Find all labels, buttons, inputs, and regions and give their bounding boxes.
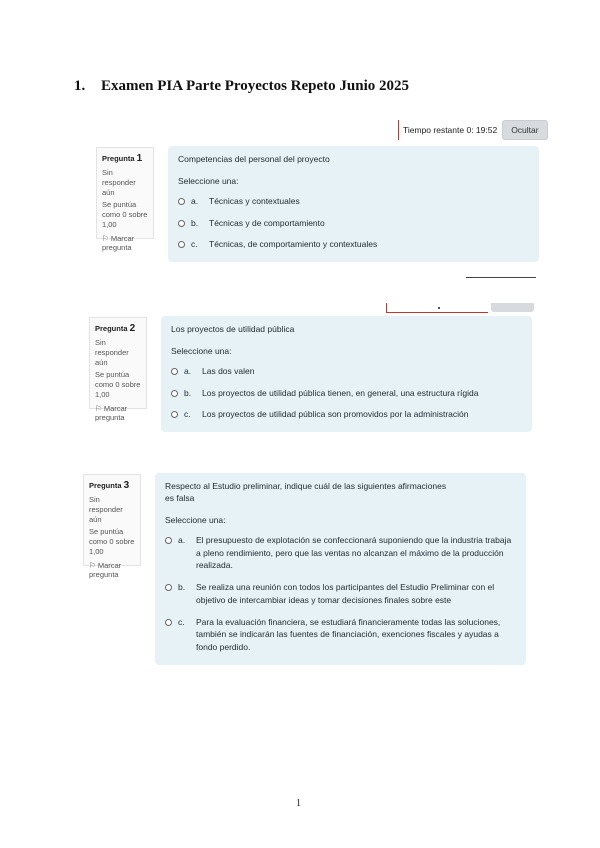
question-score: Se puntúa como 0 sobre 1,00 bbox=[89, 527, 135, 556]
section-number: 1. bbox=[74, 78, 86, 94]
question-status: Sin responder aún bbox=[102, 168, 136, 197]
question-label: Pregunta 1 bbox=[102, 153, 143, 164]
question-number: 2 bbox=[129, 323, 136, 334]
question-content-3 bbox=[155, 473, 526, 665]
question-text: Competencias del personal del proyecto bbox=[178, 154, 330, 164]
answer-option-b[interactable]: b. Se realiza una reunión con todos los participantes del Estudio Preliminar con el objetivo de intercambiar ideas y tomar decisiones finales sobre este bbox=[165, 581, 516, 607]
question-label: Pregunta 3 bbox=[89, 480, 130, 491]
answer-option-c[interactable]: c. Técnicas, de comportamiento y contextuales bbox=[178, 238, 529, 251]
radio-button[interactable] bbox=[178, 198, 185, 205]
answer-option-c[interactable]: c. Para la evaluación financiera, se estudiará financieramente todas las soluciones, también se indicarán las fuentes de financiación, exenciones fiscales y ayudas a fondo perdido. bbox=[165, 616, 516, 654]
flag-icon: ⚐ bbox=[95, 403, 102, 413]
question-status: Sin responder aún bbox=[89, 495, 123, 524]
question-info-2 bbox=[89, 317, 147, 423]
radio-button[interactable] bbox=[171, 390, 178, 397]
flag-icon: ⚐ bbox=[89, 560, 96, 570]
timer-border bbox=[398, 120, 399, 140]
answer-option-a[interactable]: a. El presupuesto de explotación se confeccionará suponiendo que la industria trabaja a pleno rendimiento, pero que las ventas no alcanzan el máximo de la producción realizada. bbox=[165, 534, 516, 572]
question-status: Sin responder aún bbox=[95, 338, 129, 367]
question-prompt: Seleccione una: bbox=[171, 345, 232, 356]
question-prompt: Seleccione una: bbox=[178, 175, 239, 186]
radio-button[interactable] bbox=[171, 411, 178, 418]
flag-question-link[interactable]: ⚐ Marcar pregunta bbox=[89, 560, 122, 580]
radio-button[interactable] bbox=[165, 537, 172, 544]
radio-button[interactable] bbox=[178, 241, 185, 248]
question-number: 1 bbox=[136, 153, 143, 164]
quiz-timer bbox=[398, 120, 548, 140]
question-score: Se puntúa como 0 sobre 1,00 bbox=[102, 200, 148, 229]
radio-button[interactable] bbox=[171, 368, 178, 375]
question-text: Respecto al Estudio preliminar, indique cuál de las siguientes afirmaciones es falsa bbox=[165, 481, 447, 503]
answer-option-b[interactable]: b. Técnicas y de comportamiento bbox=[178, 217, 529, 230]
question-info-1 bbox=[96, 147, 154, 253]
flag-question-link[interactable]: ⚐ Marcar pregunta bbox=[95, 403, 128, 423]
question-prompt: Seleccione una: bbox=[165, 514, 226, 525]
answer-option-c[interactable]: c. Los proyectos de utilidad pública son promovidos por la administración bbox=[171, 408, 522, 421]
flag-icon: ⚐ bbox=[102, 233, 109, 243]
question-number: 3 bbox=[123, 480, 130, 491]
timer-partial-cropped bbox=[386, 303, 534, 313]
answer-option-b[interactable]: b. Los proyectos de utilidad pública tienen, en general, una estructura rígida bbox=[171, 387, 522, 400]
question-text: Los proyectos de utilidad pública bbox=[171, 324, 295, 334]
page-number: 1 bbox=[296, 798, 301, 809]
radio-button[interactable] bbox=[165, 584, 172, 591]
flag-question-link[interactable]: ⚐ Marcar pregunta bbox=[102, 233, 135, 253]
question-content-2 bbox=[161, 316, 532, 432]
question-score: Se puntúa como 0 sobre 1,00 bbox=[95, 370, 141, 399]
radio-button[interactable] bbox=[178, 220, 185, 227]
section-heading bbox=[74, 78, 409, 95]
answer-option-a[interactable]: a. Las dos valen bbox=[171, 365, 522, 378]
question-info-3 bbox=[83, 474, 141, 580]
answer-option-a[interactable]: a. Técnicas y contextuales bbox=[178, 195, 529, 208]
timer-label: Tiempo restante 0: 19:52 bbox=[403, 125, 498, 135]
separator-line bbox=[466, 277, 536, 278]
radio-button[interactable] bbox=[165, 619, 172, 626]
hide-timer-button[interactable]: Ocultar bbox=[502, 120, 547, 140]
question-content-1 bbox=[168, 146, 539, 262]
section-title: Examen PIA Parte Proyectos Repeto Junio 2025 bbox=[101, 78, 410, 94]
question-label: Pregunta 2 bbox=[95, 323, 136, 334]
